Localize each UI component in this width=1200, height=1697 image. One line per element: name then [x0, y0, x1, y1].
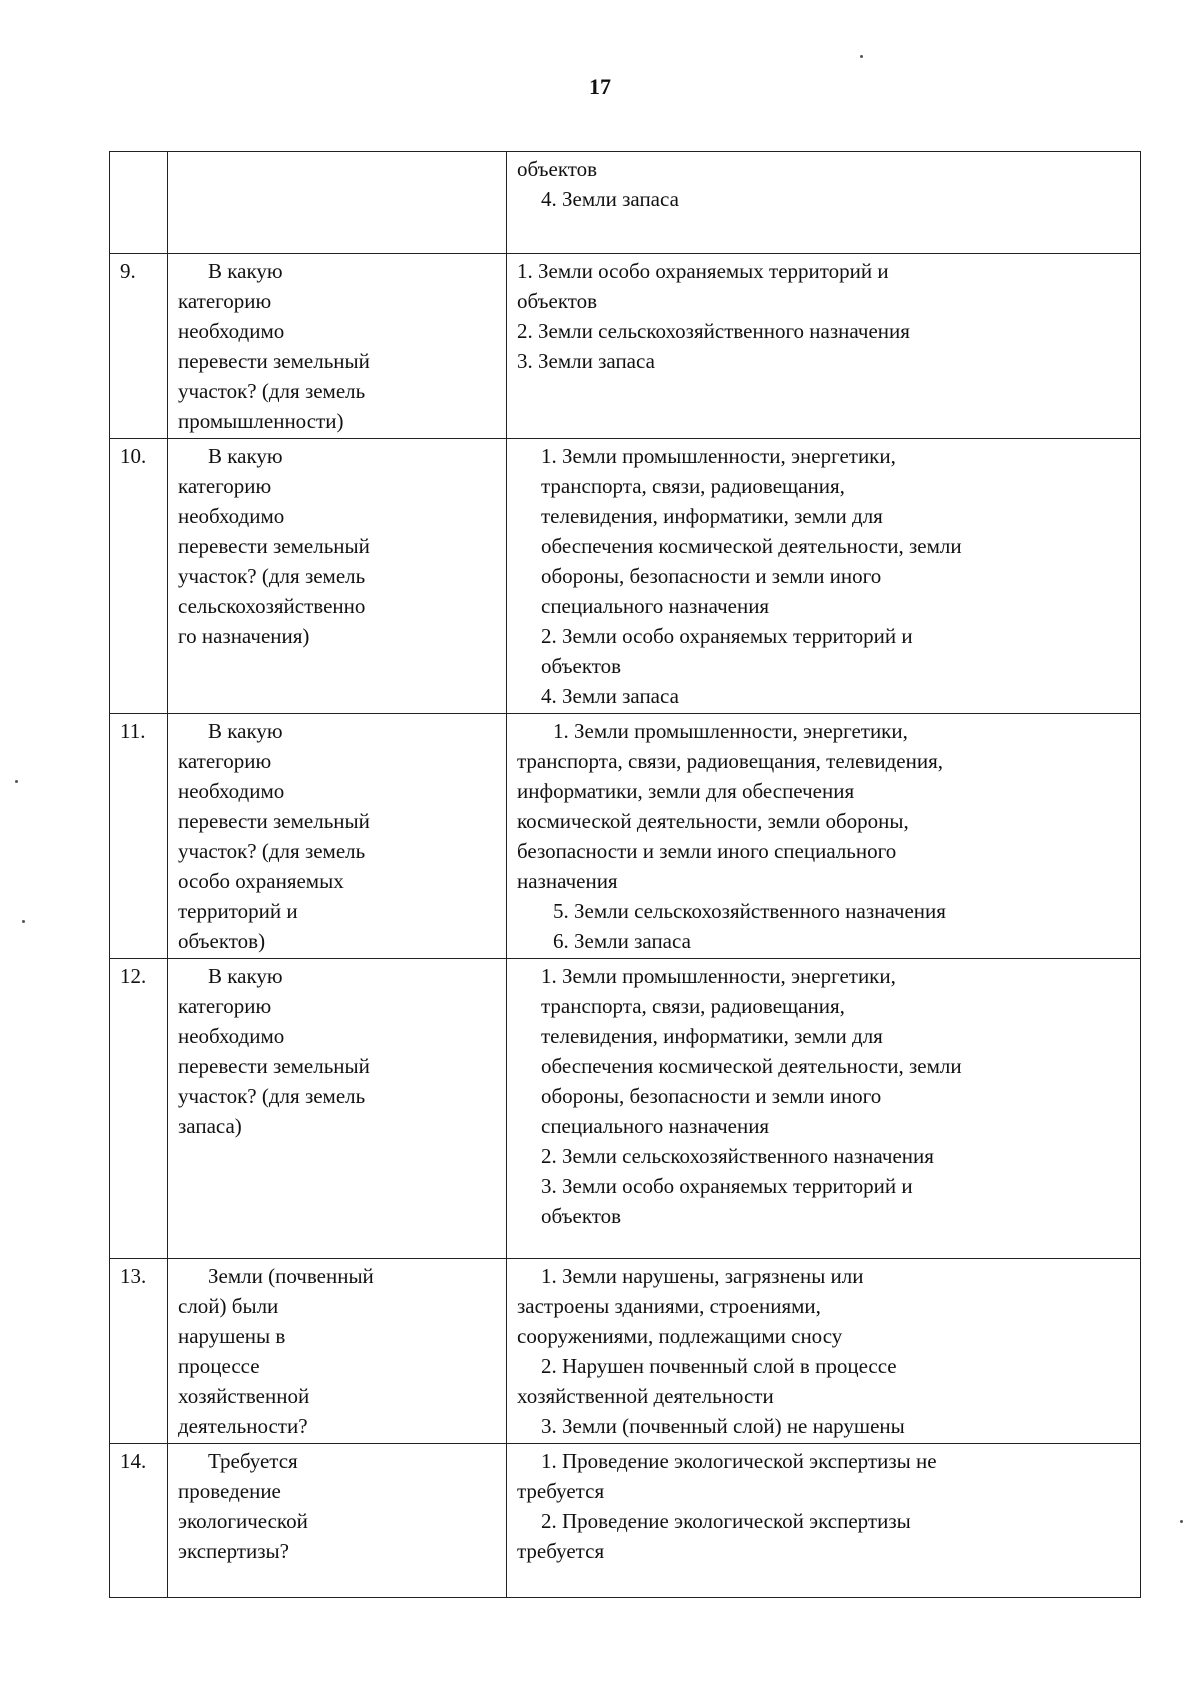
question-cell	[168, 254, 507, 439]
table-row	[110, 439, 1141, 714]
row-number: 13.	[110, 1259, 168, 1444]
answer-line: требуется	[517, 1479, 605, 1503]
answer-line: 1. Земли особо охраняемых территорий и	[517, 259, 889, 283]
question-text: В какую категорию необходимо перевести земельный участок? (для земель промышленности)	[178, 259, 370, 433]
answer-line: обеспечения космической деятельности, земли	[541, 534, 962, 558]
row-number: 10.	[110, 439, 168, 714]
answer-line: безопасности и земли иного специального	[517, 839, 897, 863]
answer-line: обороны, безопасности и земли иного	[541, 1084, 882, 1108]
answer-line: информатики, земли для обеспечения	[517, 779, 855, 803]
answer-line: сооружениями, подлежащими сносу	[517, 1324, 843, 1348]
answer-line: 1. Земли промышленности, энергетики,	[541, 444, 896, 468]
answer-line: 5. Земли сельскохозяйственного назначения	[553, 899, 946, 923]
answer-line: 2. Земли сельскохозяйственного назначения	[541, 1144, 934, 1168]
answers-cell	[507, 439, 1141, 714]
question-text: В какую категорию необходимо перевести земельный участок? (для земель сельскохозяйственно го назначения)	[178, 444, 370, 648]
answer-line: застроены зданиями, строениями,	[517, 1294, 821, 1318]
answer-line: специального назначения	[541, 1114, 770, 1138]
answer-line: объектов	[541, 1204, 622, 1228]
table-row	[110, 1259, 1141, 1444]
answer-line: транспорта, связи, радиовещания,	[541, 994, 845, 1018]
answer-line: объектов	[517, 157, 598, 181]
answer-line: обороны, безопасности и земли иного	[541, 564, 882, 588]
table-row	[110, 959, 1141, 1259]
answer-line: 3. Земли запаса	[517, 349, 655, 373]
scan-speck	[22, 920, 25, 923]
question-text: В какую категорию необходимо перевести земельный участок? (для земель запаса)	[178, 964, 370, 1138]
answer-line: телевидения, информатики, земли для	[541, 504, 883, 528]
answer-line: 1. Земли промышленности, энергетики,	[541, 964, 896, 988]
answer-line: 1. Проведение экологической экспертизы не	[541, 1449, 937, 1473]
answer-line: телевидения, информатики, земли для	[541, 1024, 883, 1048]
page-number: 17	[589, 74, 611, 99]
row-number: 11.	[110, 714, 168, 959]
question-cell	[168, 714, 507, 959]
questionnaire-table	[109, 151, 1141, 1598]
answers-cell	[507, 1444, 1141, 1598]
answers-cell	[507, 1259, 1141, 1444]
answer-line: 6. Земли запаса	[553, 929, 691, 953]
answer-line: хозяйственной деятельности	[517, 1384, 774, 1408]
answer-line: обеспечения космической деятельности, земли	[541, 1054, 962, 1078]
answer-line: 2. Нарушен почвенный слой в процессе	[541, 1354, 897, 1378]
answer-line: объектов	[541, 654, 622, 678]
answer-line: требуется	[517, 1539, 605, 1563]
answer-line: 3. Земли особо охраняемых территорий и	[541, 1174, 913, 1198]
answer-line: транспорта, связи, радиовещания, телевидения,	[517, 749, 944, 773]
question-cell	[168, 439, 507, 714]
answers-cell	[507, 959, 1141, 1259]
answer-line: 4. Земли запаса	[541, 684, 679, 708]
row-number: 12.	[110, 959, 168, 1259]
question-text: Земли (почвенный слой) были нарушены в процессе хозяйственной деятельности?	[178, 1264, 374, 1438]
question-cell	[168, 1259, 507, 1444]
question-text: В какую категорию необходимо перевести земельный участок? (для земель особо охраняемых территорий и объектов)	[178, 719, 370, 953]
answers-cell	[507, 254, 1141, 439]
table-row	[110, 714, 1141, 959]
answer-line: объектов	[517, 289, 598, 313]
answer-line: 4. Земли запаса	[541, 187, 679, 211]
answer-line: транспорта, связи, радиовещания,	[541, 474, 845, 498]
answer-line: 1. Земли нарушены, загрязнены или	[541, 1264, 864, 1288]
question-cell	[168, 152, 507, 254]
scan-speck	[15, 780, 18, 783]
answer-line: 1. Земли промышленности, энергетики,	[553, 719, 908, 743]
question-text: Требуется проведение экологической экспертизы?	[178, 1449, 308, 1563]
question-cell	[168, 1444, 507, 1598]
answers-cell	[507, 714, 1141, 959]
answer-line: 2. Проведение экологической экспертизы	[541, 1509, 911, 1533]
question-cell	[168, 959, 507, 1259]
row-number	[110, 152, 168, 254]
scan-speck	[860, 55, 863, 58]
answer-line: специального назначения	[541, 594, 770, 618]
row-number: 9.	[110, 254, 168, 439]
answer-line: 3. Земли (почвенный слой) не нарушены	[541, 1414, 905, 1438]
answer-line: 2. Земли сельскохозяйственного назначения	[517, 319, 910, 343]
answer-line: назначения	[517, 869, 618, 893]
table-row	[110, 254, 1141, 439]
answer-line: 2. Земли особо охраняемых территорий и	[541, 624, 913, 648]
scan-speck	[1180, 1520, 1183, 1523]
answers-cell	[507, 152, 1141, 254]
answer-line: космической деятельности, земли обороны,	[517, 809, 909, 833]
table-row	[110, 1444, 1141, 1598]
table-row	[110, 152, 1141, 254]
row-number: 14.	[110, 1444, 168, 1598]
